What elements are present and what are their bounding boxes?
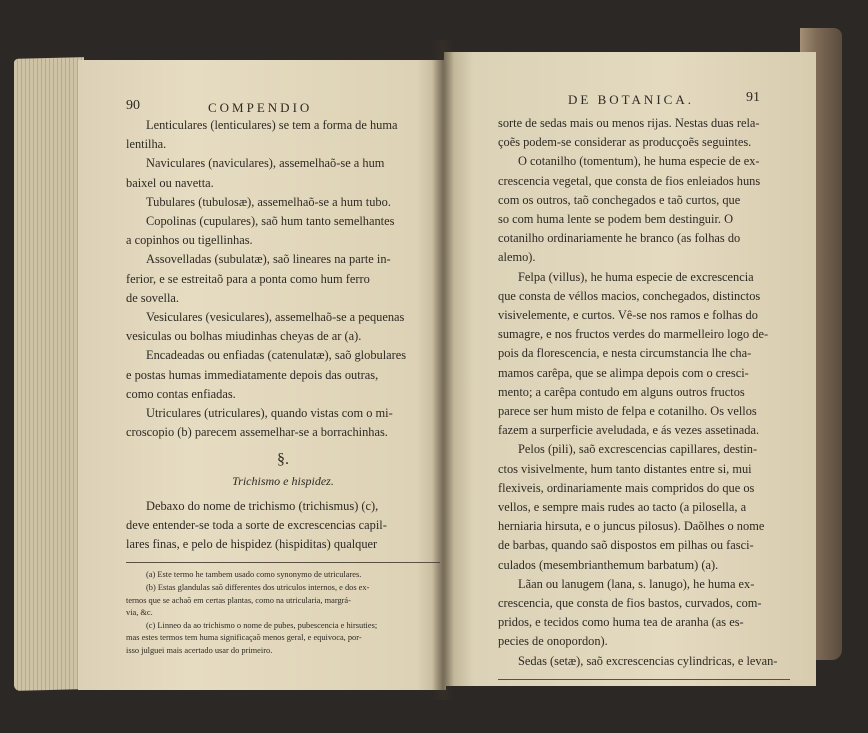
text-line: Debaxo do nome de trichismo (trichismus) (c), [146, 498, 379, 513]
footnote: (a) Da-se tambem algumas vezes este nome aos pelos compridos, [518, 686, 738, 696]
section-subheading: Trichismo e hispidez. [232, 473, 334, 488]
text-line: Tubulares (tubulosæ), assemelhaõ-se a hum tubo. [146, 194, 391, 209]
footnote-rule [498, 679, 790, 680]
text-line: O cotanilho (tomentum), he huma especie de ex- [518, 154, 760, 169]
book-gutter [432, 40, 454, 700]
text-line: pois da florescencia, e nesta circumstancia lhe cha- [498, 346, 752, 361]
right-page [444, 52, 816, 709]
text-line: de barbas, quando saõ dispostos em pilhas ou fasci- [498, 538, 754, 553]
text-line: sorte de sedas mais ou menos rijas. Nestas duas rela- [498, 116, 760, 130]
footnote-rule [126, 562, 440, 563]
text-line: ferior, e se estreitaõ para a ponta como hum ferro [126, 271, 370, 286]
text-line: herniaria hirsuta, e o juncus pilosus). Daõlhes o nome [498, 519, 765, 534]
text-line: fazem a surperficie aveludada, e ás vezes assetinada. [498, 423, 760, 438]
section-mark: §. [277, 451, 289, 469]
left-page [78, 60, 446, 690]
footnote: (c) Linneo da ao trichismo o nome de pubes, pubescencia e hirsuties; [146, 620, 378, 630]
footnote: via, &c. [126, 608, 153, 618]
text-line: Vesiculares (vesiculares), assemelhaõ-se a pequenas [146, 310, 405, 325]
footnote: isso julguei mais acertado usar do primeiro. [126, 646, 273, 656]
text-line: alemo). [498, 250, 536, 265]
text-line: que consta de véllos macios, conchegados, distinctos [498, 288, 761, 303]
footnote: rectos, e parallelos, ainda que naõ se achem em fasciculos. [498, 699, 695, 709]
text-line: vellos, e sempre mais rudes ao tacto (a pilosella, a [498, 500, 747, 515]
text-line: Felpa (villus), he huma especie de excrescencia [518, 269, 754, 284]
text-line: lentilha. [126, 137, 167, 152]
text-line: visivelemente, e curtos. Vê-se nos ramos e folhas do [498, 308, 758, 323]
text-line: crescencia, que consta de fios bastos, curvados, com- [498, 596, 762, 611]
text-line: vesiculas ou bolhas miudinhas cheyas de ar (a). [126, 329, 362, 344]
text-line: culados (mesembrianthemum barbatum) (a). [498, 557, 719, 572]
text-line: Pelos (pili), saõ excrescencias capillares, destin- [518, 442, 758, 457]
text-line: crescencia vegetal, que consta de fios enleiados huns [498, 173, 761, 188]
footnote: mas estes termos tem huma significaçaõ menos geral, e equivoca, por- [126, 633, 362, 643]
text-line: mento; a carêpa contudo em alguns outros fructos [498, 384, 745, 399]
text-line: de sovella. [126, 290, 179, 305]
text-line: pridos, e tecidos como huma tea de aranha (as es- [498, 615, 744, 630]
text-line: e postas humas immediatamente depois das outras, [126, 367, 379, 382]
right-body-text [498, 114, 790, 711]
footnote: (a) Este termo he tambem usado como synonymo de utriculares. [146, 570, 362, 580]
right-running-head: DE BOTANICA. [568, 92, 694, 107]
text-line: sumagre, e nos fructos verdes do marmelleiro logo de- [498, 327, 769, 342]
text-line: lares finas, e pelo de hispidez (hispiditas) qualquer [126, 537, 378, 552]
left-running-head: COMPENDIO [208, 100, 313, 115]
text-line: pecies de onopordon). [498, 634, 608, 649]
text-line: deve entender-se toda a sorte de excrescencias capil- [126, 518, 387, 533]
text-line: Naviculares (naviculares), assemelhaõ-se a hum [146, 156, 385, 171]
text-line: so com huma lente se podem bem destinguir. O [498, 212, 734, 227]
text-line: Lãan ou lanugem (lana, s. lanugo), he huma ex- [518, 576, 755, 591]
text-line: Assovelladas (subulatæ), saõ lineares na parte in- [146, 252, 391, 267]
right-page-number: 91 [746, 90, 760, 105]
text-line: Encadeadas ou enfiadas (catenulatæ), saõ globulares [146, 348, 407, 363]
text-line: baixel ou navetta. [126, 175, 214, 190]
text-line: a copinhos ou tigellinhas. [126, 233, 253, 248]
text-line: parece ser hum misto de felpa e cotanilho. Os vellos [498, 404, 757, 419]
text-line: Sedas (setæ), saõ excrescencias cylindricas, e levan- [518, 653, 778, 668]
text-line: croscopio (b) parecem assemelhar-se a borrachinhas. [126, 425, 388, 440]
page-edges [14, 57, 84, 691]
text-line: Utriculares (utriculares), quando vistas com o mi- [146, 406, 393, 421]
text-line: Copolinas (cupulares), saõ hum tanto semelhantes [146, 214, 395, 229]
text-line: com os outros, taõ conchegados e taõ curtos, que [498, 192, 741, 207]
text-line: ctos visivelmente, hum tanto distantes entre si, mui [498, 461, 752, 476]
text-line: flexiveis, ordinariamente mais compridos do que os [498, 480, 755, 495]
left-body-text [126, 116, 440, 658]
footnote: ternos que se achaõ em certas plantas, como na utricularia, margrá- [126, 595, 351, 605]
text-line: çoẽs podem-se considerar as producçoẽs seguintes. [498, 135, 752, 150]
footnote: (b) Estas glandulas saõ differentes dos utriculos internos, e dos ex- [146, 583, 370, 593]
text-line: como contas enfiadas. [126, 386, 236, 401]
text-line: cotanilho ordinariamente he branco (as folhas do [498, 231, 741, 246]
left-page-number: 90 [126, 98, 140, 113]
text-line: Lenticulares (lenticulares) se tem a forma de huma [146, 118, 398, 132]
text-line: mamos carêpa, que se alimpa depois com o cresci- [498, 365, 749, 380]
